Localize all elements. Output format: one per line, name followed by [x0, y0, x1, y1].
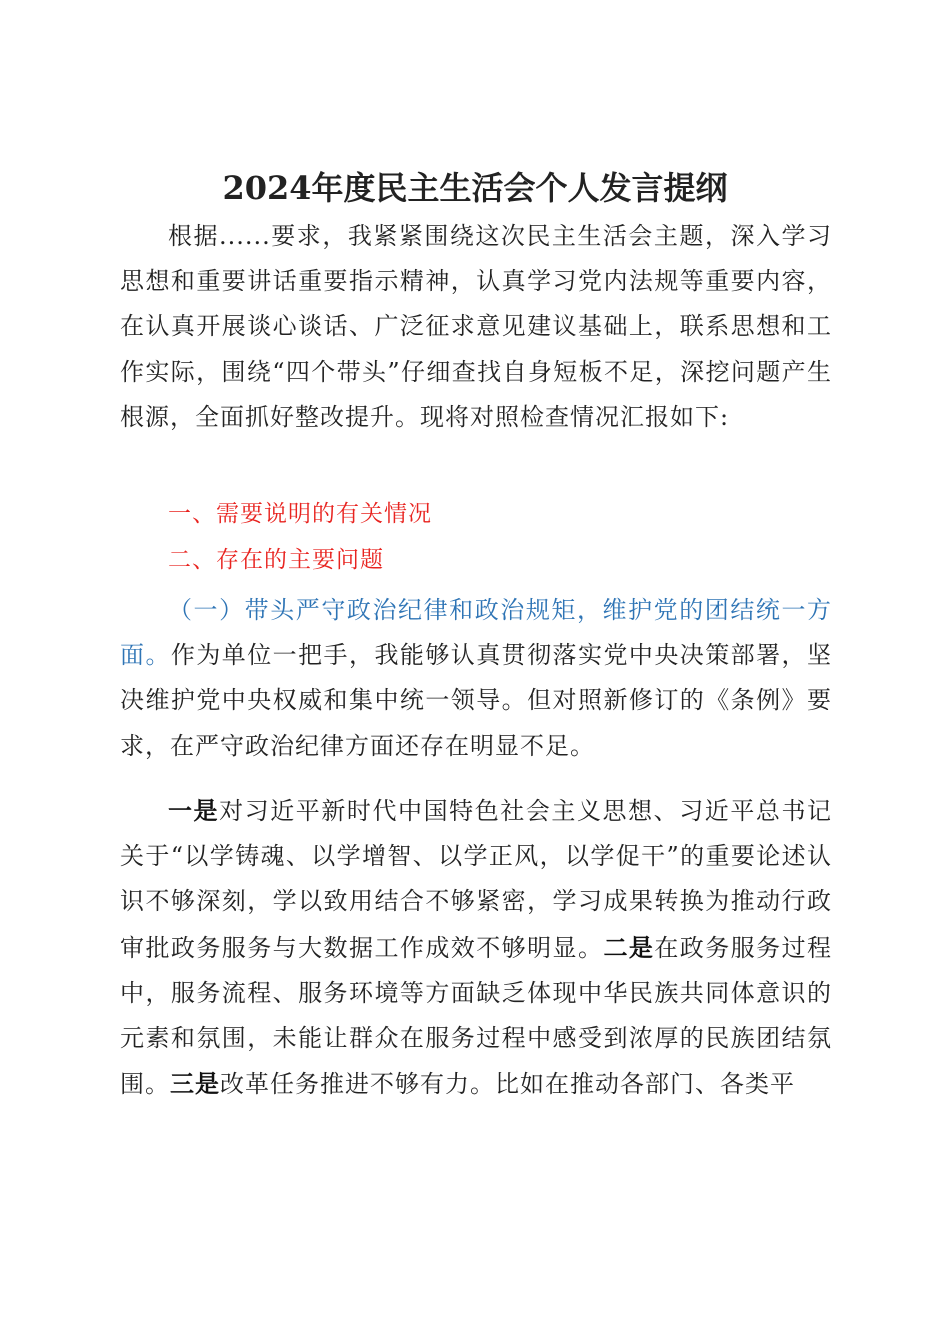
section-1-paragraph: [120, 588, 832, 769]
document-title: 2024年度民主生活会个人发言提纲: [222, 169, 728, 207]
point-1-label: 一是: [168, 796, 220, 825]
point-1-text: 对习近平新时代中国特色社会主义思想、习近平总书记关于“以学铸魂、以学增智、以学正风，以学促干”的重要论述认识不够深刻，学以致用结合不够紧密，学习成果转换为推动行政审批政务服务与大数据工作成效不够明显。: [120, 797, 833, 962]
point-2-text: 在政务服务过程中，服务流程、服务环境等方面缺乏体现中华民族共同体意识的元素和氛围，未能让群众在服务过程中感受到浓厚的民族团结氛围。: [120, 933, 833, 1099]
point-2-label: 二是: [603, 932, 655, 962]
point-3-text: 改革任务推进不够有力。比如在推动各部门、各类平: [220, 1070, 795, 1099]
section-2-paragraph: [120, 788, 832, 1107]
point-3-label: 三是: [170, 1069, 220, 1099]
heading-problems: 二、存在的主要问题: [168, 547, 384, 573]
intro-paragraph: 根据......要求，我紧紧围绕这次民主生活会主题，深入学习思想和重要讲话重要指示精神，认真学习党内法规等重要内容，在认真开展谈心谈话、广泛征求意见建议基础上，联系思想和工作实际，围绕“四个带头”仔细查找自身短板不足，深挖问题产生根源，全面抓好整改提升。现将对照检查情况汇报如下:: [120, 222, 832, 431]
section-1-lead: （一）带头严守政治纪律和政治规矩，维护党的团结统一方面。: [120, 596, 832, 670]
section-1-text: 作为单位一把手，我能够认真贯彻落实党中央决策部署，坚决维护党中央权威和集中统一领导。但对照新修订的《条例》要求，在严守政治纪律方面还存在明显不足。: [120, 641, 832, 760]
heading-situation: 一、需要说明的有关情况: [168, 501, 432, 527]
